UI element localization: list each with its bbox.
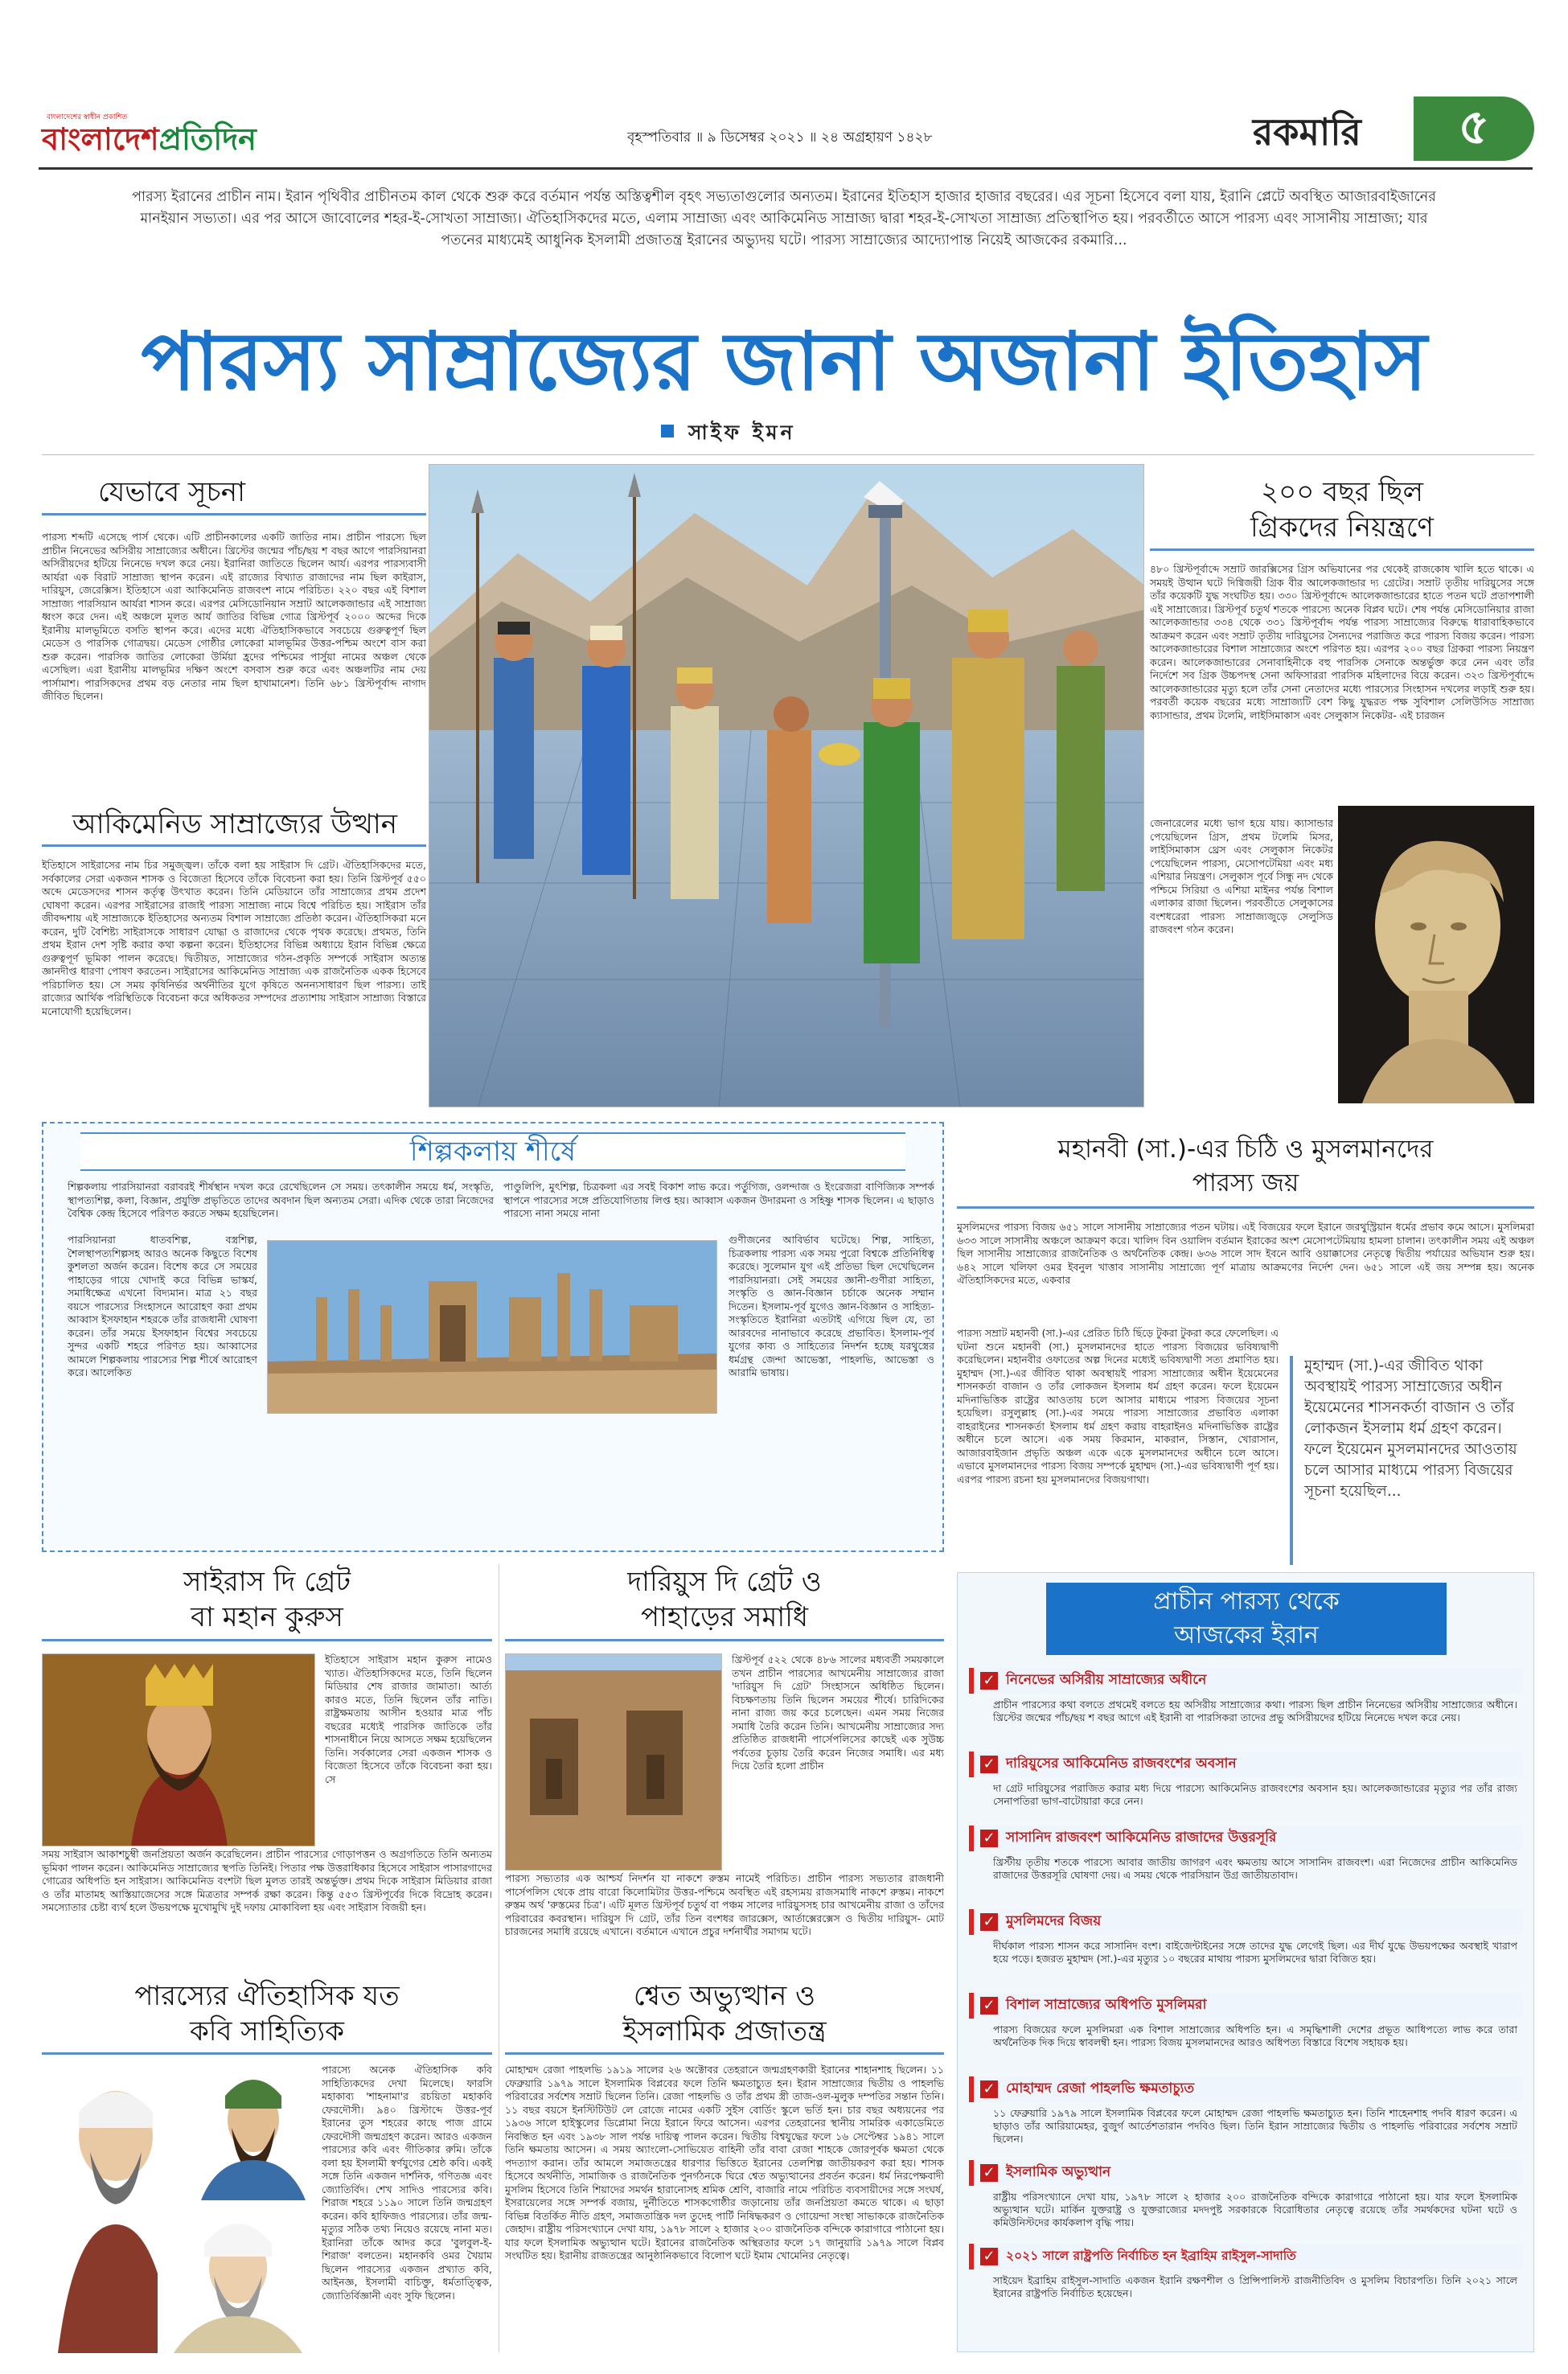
text-greek-top: ৪৮০ খ্রিস্টপূর্বাব্দে সম্রাট জারক্সিসের গ্রিস অভিযানের পর থেকেই রাজকোষ খালি হতে থাকে। এ সময়ই উত্থান ঘটে দিগ্বিজয়ী গ্রিক বীর আলেকজান্ডার দ্য গ্রেটের। সম্রাট তৃতীয় দারিয়ুসের সঙ্গে তাঁর কয়েকটি যুদ্ধ সংঘটিত হয়। ৩৩০ খ্রিস্টপূর্বাব্দে আলেকজান্ডারের হাতে পতন ঘটে প্রতাপশালী এই সাম্রাজ্যের। খ্রিস্টপূর্ব চতুর্থ শতকে পারস্যে অনেক বিপ্লব ঘটে। শেষ পর্যন্ত মেসিডোনিয়ার রাজা আলেকজান্ডার ৩৩৪ থেকে ৩৩১ খ্রিস্টপূর্বাব্দ পর্যন্ত পারস্য সাম্রাজ্যের বিরুদ্ধে ধারাবাহিকভাবে আক্রমণ করেন এবং সম্রাট তৃতীয় দারিয়ুসের সৈন্যদের পরাজিত করে পারস্য বিজয় করেন। পারস্য আলেকজান্ডারের বিশাল সাম্রাজ্যের অংশে পরিণত হয়। এরপর ২০০ বছর গ্রিকরা পারস্য নিয়ন্ত্রণ করেন। আলেকজান্ডারের সেনাবাহিনীকে বহু পারসিক সেনাকে অন্তর্ভুক্ত করে নেন এবং তাঁর নির্দেশে সব গ্রিক উচ্চপদস্থ সেনা অফিসাররা পারসিক মহিলাদের বিয়ে করেন। ৩২৩ খ্রিস্টপূর্বাব্দে আলেকজান্ডারের মৃত্যু হলে তাঁর সেনা নেতাদের মধ্যে পারস্যের সিংহাসন দখলের লড়াই শুরু হয়। পরবর্তী কয়েক বছরের মধ্যে সাম্রাজ্যটি বেশ কিছু যুদ্ধরত পক্ষ সুবিশাল সেলিউসিড সাম্রাজ্য ক্যাসান্ডার, প্রথম টলেমি, লাইসিমাকাস এবং সেলুকাস নিকেটর- এই চারজন [1150,563,1534,721]
masthead-logo [42,121,257,158]
timeline-item-head [969,2244,1522,2269]
text-darius-narrow: খ্রিস্টপূর্ব ৫২২ থেকে ৪৮৬ সালের মধ্যবর্তী সময়কালে তখন প্রাচীন পারস্যের আখমেনীয় সাম্রাজ্যের রাজা 'দারিয়ুস দি গ্রেট' সিংহাসনে অধিষ্ঠিত ছিলেন। বিচক্ষণতায় তিনি ছিলেন সময়ের শীর্ষে। চারিদিকের নানা রাজ্য জয় করে চলেছেন। এমন সময় নিজের সমাধি তৈরি করেন তিনি। আখমেনীয় সাম্রাজ্যের সদ্য প্রতিষ্ঠিত রাজধানী পার্সেপলিসের কাছেই এক সুউচ্চ পর্বতের চূড়ায় তৈরি করেন নিজের সমাধি। এর মধ্য দিয়ে তৈরি হলো প্রাচীন [732,1653,944,1772]
section-title-achaemenid: আকিমেনিড সাম্রাজ্যের উত্থান [72,808,398,840]
timeline-item [969,1668,1522,1744]
timeline-item [969,1752,1522,1817]
section-title-darius [505,1564,944,1635]
timeline-item-text: সাইয়েদ ইব্রাহিম রাইসুল-সাদাতি একজন ইরানি রক্ষণশীল ও প্রিন্সিপালিস্ট রাজনীতিবিদ ও মুসলিম বিচারপতি। তিনি ২০২১ সালে ইরানের রাষ্ট্রপতি নির্বাচিত হয়েছেন। [993,2274,1517,2299]
poets-portraits-2 [193,2064,314,2200]
rule-achaemenid [42,844,426,847]
poets-title-line-1: পারস্যের ঐতিহাসিক যত [134,1980,400,2012]
cyrus-title-line-2: বা মহান কুরুস [191,1601,343,1633]
prophet-title-line-2: পারস্য জয় [1192,1169,1299,1197]
timeline-item-title: নিনেভের অসিরীয় সাম্রাজ্যের অধীনে [1006,1672,1207,1688]
timeline-item-text: রাষ্ট্রীয় পরিসংখ্যানে দেখা যায়, ১৯৭৮ সালে ২ হাজার ২০০ রাজনৈতিক বন্দিকে কারাগারে পাঠানো হয়। যার ফলে ইসলামিক অভ্যুত্থান ঘটে। মার্কিন যুক্তরাষ্ট্র ও যুক্তরাজ্যের মদদপুষ্ট সরকারকে বিরোধিতার নেতৃত্বে রয়েছে তাঁর সমর্থকদের ঘটনা ঘটে ও কমিউনিস্টদের কার্যকলাপ বৃদ্ধি পায়। [993,2191,1517,2228]
text-poets: পারস্যে অনেক ঐতিহাসিক কবি সাহিত্যিকদের দেখা মিলেছে। ফারসি মহাকাব্য 'শাহনামা'র রচয়িতা মহাকবি ফেরদৌসী। ৯৪০ খ্রিস্টাব্দে উত্তর-পূর্ব ইরানের তুস শহরের কাছে পাজ গ্রামে ফেরদৌসী জন্মগ্রহণ করেন। আরও একজন পারস্যের কবি এবং গীতিকার রুমি। তাঁকে বলা হয় ইসলামী স্বর্ণযুগের শ্রেষ্ঠ কবি। একই সঙ্গে তিনি একজন দার্শনিক, গণিতজ্ঞ এবং জ্যোতির্বিদ। শেখ সাদিও পারস্যের কবি। শিরাজ শহরে ১১৯০ সালে তিনি জন্মগ্রহণ করেন। কবি হাফিজও পারস্যের। তাঁর জন্ম-মৃত্যুর সঠিক তথ্য নিয়েও রয়েছে নানা মত। ইরানিরা তাঁকে আদর করে 'বুলবুল-ই-শিরাজ' বলতেন। মহানকবি ওমর খৈয়াম ছিলেন পারস্যের একজন প্রখ্যাত কবি, আইনজ্ঞ, ইসলামী বাচিক্তু, ধর্মতাত্ত্বিক, জ্যোতির্বিজ্ঞানী এবং সুফি ছিলেন। [322,2064,492,2302]
text-prophet-narrow: পারস্য সম্রাট মহানবী (সা.)-এর প্রেরিত চিঠি ছিঁড়ে টুকরা টুকরা করে ফেলেছিল। এ ঘটনা শুনে মহানবী (সা.) মুসলমানদের হাতে পারস্য বিজয়ের ভবিষ্যদ্বাণী করেছিলেন। মহানবীর ওফাতের অল্প দিনের মধ্যেই ভবিষ্যদ্বাণী সত্য প্রমাণিত হয়। মুহাম্মদ (সা.)-এর জীবিত থাকা অবস্থায়ই পারস্য সাম্রাজ্যের অধীন ইয়েমেনের শাসনকর্তা বাজান ও তাঁর লোকজন ইসলাম ধর্ম গ্রহণ করেন। ফলে ইয়েমেন মদিনাভিত্তিক রাষ্ট্রের আওতায় চলে আসার মাধ্যমে পারস্য বিজয়ের সূচনা হয়েছিল। রসুলুল্লাহ (সা.)-এর সময়ে পারস্য সাম্রাজ্যের প্রভাবিত এলাকা বাহরাইনের শাসনকর্তা ইসলাম ধর্ম গ্রহণ করায় বাহরাইনও মদিনাভিত্তিক রাষ্ট্রের অধীনে চলে আসে। এক সময় কিরমান, মাকরান, সিস্তান, খোরাসান, আজারবাইজান প্রভৃতি অঞ্চল একে একে মুসলমানদের অধীনে চলে আসে। এভাবে মুসলমানদের পারস্য বিজয় সম্পর্কে মুহাম্মদ (সা.)-এর ভবিষ্যদ্বাণী পূর্ণ হয়। এরপর পারস্য রচনা হয় মুসলমানদের বিজয়গাথা। [957,1327,1279,1485]
masthead-tagline: বাংলাদেশের স্বাধীন প্রকাশিত [47,113,128,121]
check-icon: ✓ [980,1830,998,1847]
section-name: রকমারি [1253,110,1361,154]
text-art-col2-top: পাণ্ডুলিপি, মুৎশিল্প, চিত্রকলা এর সবই বিকাশ লাভ করে। পর্তুগিজ, ওলন্দাজ ও ইংরেজরা বাণিজ্যিক সম্পর্ক স্থাপনে পারস্যের সঙ্গে প্রতিযোগিতায় লিপ্ত হয়। আব্বাস একজন উদারমনা ও সহিষ্ণু শাসক ছিলেন। এ ছাড়াও পারস্যে নানা সময়ে নানা [503,1181,934,1219]
check-icon: ✓ [980,2164,998,2182]
check-icon: ✓ [980,1756,998,1773]
byline-icon [661,425,674,437]
timeline-item [969,2076,1522,2152]
rule-poets [42,2052,492,2055]
timeline-item-head [969,2160,1522,2186]
check-icon: ✓ [980,1997,998,2015]
timeline-item-title: সাসানিদ রাজবংশ আকিমেনিড রাজাদের উত্তরসূরি [1006,1830,1277,1846]
revolution-title-line-1: শ্বেত অভ্যুত্থান ও [633,1980,816,2012]
darius-title-line-1: দারিয়ুস দি গ্রেট ও [627,1566,822,1598]
section-title-prophet [957,1132,1534,1200]
text-art-col1-narrow: পারসিয়ানরা ধাতবশিল্প, বস্ত্রশিল্প, শৈলস্থাপত্যশিল্পসহ আরও অনেক কিছুতে বিশেষ কুশলতা অর্জন করেন। বিশেষ করে সে সময়ের পাহাড়ের গায়ে খোদাই করে বিভিন্ন ভাস্কর্য, সমাধিক্ষেত্র এখনো বিদ্যমান। মাত্র ২১ বছর বয়সে পারস্যের সিংহাসনে আরোহণ করা প্রথম আব্বাস ইসফাহান শহরকে তাঁর রাজধানী ঘোষণা করেন। তাঁর সময়ে ইসফাহান বিশ্বের সবচেয়ে সুন্দর একটি শহরে পরিণত হয়। আব্বাসের আমলে শিল্পকলায় পারস্যের শিল্প শীর্ষে আরোহণ করে। আলেকিত [68,1234,257,1378]
timeline-item-text: দা গ্রেট দারিয়ুসের পরাজিত করার মধ্য দিয়ে পারস্যে আকিমেনিড রাজবংশের অবসান হয়। আলেকজান্ডারের মৃত্যুর পর তাঁর রাজ্য সেনাপতিরা ভাগ-বাটোয়ারা করে নেন। [993,1782,1517,1807]
prophet-title-line-1: মহানবী (সা.)-এর চিঠি ও মুসলমানদের [1057,1135,1434,1164]
text-greek-narrow: জেনারেলের মধ্যে ভাগ হয়ে যায়। ক্যাসান্ডার পেয়েছিলেন গ্রিস, প্রথম টলেমি মিসর, লাইসিমাকাস থ্রেস এবং সেলুকাস নিকেটর পেয়েছিলেন পারস্য, মেসোপটেমিয়া এবং মধ্য এশিয়ার নিয়ন্ত্রণ। সেলুকাস পূর্বে সিন্ধু নদ থেকে পশ্চিমে সিরিয়া ও এশিয়া মাইনর পর্যন্ত বিশাল এলাকার রাজা ছিলেন। পরবর্তীতে সেলুকাসের বংশধরেরা পারস্য সাম্রাজ্যজুড়ে সেলুসিড রাজবংশ গঠন করেন। [1150,817,1333,935]
poets-svg-3 [158,2204,318,2353]
text-cyrus-full: সময় সাইরাস আকাশচুম্বী জনপ্রিয়তা অর্জন করেছিলেন। প্রাচীন পারস্যের গোড়াপত্তন ও অগ্রগতিতে তিনি অন্যতম ভূমিকা পালন করেন। আকিমেনিড সাম্রাজ্যের স্থপতি তিনিই। পিতার পক্ষ উত্তরাধিকার হিসেবে সাইরাস পাসারগাদের গোত্রের অধিপতি হন সাইরাস। আকিমেনিড বংশটা ছিল মুলত তারই অন্তর্ভুক্ত। প্রথম দিকে সাইরাস মিডিয়ার রাজা ও তাঁর মাতামহ আস্তিয়াজেসের সঙ্গে মিত্রতার সম্পর্ক রক্ষা করেন। কিন্তু ৫৫৩ খ্রিস্টপূর্বের দিকে বিদ্রোহ করেন। সমস্যোতার চেষ্টা ব্যর্থ হলে উভয়পক্ষে মুখোমুখি দুই দফায় মোকাবিলা হয় এবং সাইরাস বিজয়ী হন। [42,1848,492,1913]
greek-title-line-1: ২০০ বছর ছিল [1261,476,1423,508]
timeline-item-head [969,1752,1522,1777]
section-title-art: শিল্পকলায় শীর্ষে [409,1136,577,1168]
naqsh-e-rostam-photo [505,1653,722,1871]
timeline-item-head [969,2076,1522,2102]
timeline-title-line-2: আজকের ইরান [1174,1621,1319,1649]
timeline-title [1046,1583,1447,1655]
rule-beginning [42,513,426,515]
rule-prophet [957,1206,1534,1209]
alexander-bust-photo [1338,806,1534,1103]
timeline-item-title: মোহাম্মদ রেজা পাহলভি ক্ষমতাচ্যুত [1006,2080,1195,2097]
timeline-item-title: ইসলামিক অভ্যুত্থান [1006,2164,1111,2180]
rule-greek [1150,548,1534,551]
bust-svg [1338,806,1534,1103]
check-icon: ✓ [980,1672,998,1690]
rule-revolution [505,2052,944,2055]
pull-quote-text: মুহাম্মদ (সা.)-এর জীবিত থাকা অবস্থায়ই পারস্য সাম্রাজ্যের অধীন ইয়েমেনের শাসনকর্তা বাজান ও তাঁর লোকজন ইসলাম ধর্ম গ্রহণ করেন। ফলে ইয়েমেন মুসলমানদের আওতায় চলে আসার মাধ্যমে পারস্য বিজয়ের সূচনা হয়েছিল... [1304,1357,1517,1500]
header-rule [39,167,1533,170]
timeline-item-title: দারিয়ুসের আকিমেনিড রাজবংশের অবসান [1006,1756,1237,1772]
byline-rule [42,454,1534,455]
timeline-item-head [969,1668,1522,1694]
persepolis-ruins-photo [267,1240,717,1414]
timeline-item-text: ১১ ফেব্রুয়ারি ১৯৭৯ সালে ইসলামিক বিপ্লবের ফলে মোহাম্মদ রেজা পাহলভি ক্ষমতাচ্যুত হন। তিনি শাহেনশাহ পদবি ধারণ করেন। এ ছাড়াও তাঁর আরিয়ামেহর, বুজুর্গ আর্তেশতারান পদবিও ছিল। তিনি ইরান সাম্রাজ্যের দ্বিতীয় ও পাহলভি পরিবারের সর্বশেষ সম্রাট ছিলেন। [993,2107,1517,2145]
page-number: ৫ [1458,99,1490,155]
section-title-cyrus [42,1564,492,1635]
headline: পারস্য সাম্রাজ্যের জানা অজানা ইতিহাস [141,314,1427,409]
timeline-item-title: বিশাল সাম্রাজ্যের অধিপতি মুসলিমরা [1006,1997,1207,2013]
check-icon: ✓ [980,2248,998,2265]
text-art-col1-top: শিল্পকলায় পারসিয়ানরা বরাবরই শীর্ষস্থান দখল করে রেখেছিলেন সে সময়। তৎকালীন সময়ে ধর্ম, সংস্কৃতি, স্থাপত্যশিল্প, কলা, বিজ্ঞান, প্রযুক্তি প্রভৃতিতে তাদের অবদান ছিল অন্যতম সেরা। এদিক থেকে তারা নিজেদের বৈশ্বিক কেন্দ্র হিসেবে পরিণত করতে সক্ষম হয়েছিলেন। [68,1181,494,1219]
greek-title-line-2: গ্রিকদের নিয়ন্ত্রণে [1250,511,1434,544]
text-white-revolution: মোহাম্মদ রেজা পাহলভি ১৯১৯ সালের ২৬ অক্টোবর তেহরানে জন্মগ্রহণকারী ইরানের শাহানশাহ ছিলেন। ১১ ফেব্রুয়ারি ১৯৭৯ সালে ইসলামিক বিপ্লবের ফলে তিনি ক্ষমতাচ্যুত হন। ইরান সাম্রাজ্যের দ্বিতীয় ও পাহলভি পরিবারের সর্বশেষ সম্রাট ছিলেন তিনি। রেজা পাহলভি ও তাঁর প্রথম স্ত্রী তাজ-ওল-মুলুক দম্পতির সন্তান তিনি। ১১ বছর বয়সে ইনস্টিটিউট লে রোজে নামের একটি সুইস বোর্ডিং স্কুলে ভর্তি হন। চার বছর অধ্যয়নের পর ১৯৩৬ সালে হাইস্কুলের ডিপ্লোমা নিয়ে ইরানে ফিরে আসেন। এরপর তেহরানের স্থানীয় সামরিক একাডেমিতে নিবন্ধিত হন এবং ১৯৩৮ সাল পর্যন্ত দায়িত্ব পালন করেন। দ্বিতীয় বিশ্বযুদ্ধের ফলে ১৬ সেপ্টেম্বর ১৯৪১ সালে তিনি ক্ষমতায় আসেন। এ সময় অ্যাংলো-সোভিয়েত বাহিনী তাঁর বাবা রেজা শাহকে জোরপূর্বক ক্ষমতা থেকে পদত্যাগ করান। তাঁর আমলে সমাজতন্ত্রের ধারণার ভিত্তিতে ইরানের তেলশিল্প জাতীয়করণ করা হয়। শাসক হিসেবে অর্থনীতি, সামাজিক ও রাজনৈতিক পুনর্গঠনকে ঘিরে শ্বেত অভ্যুত্থানের প্রবর্তন করেন। ধর্ম নিরপেক্ষবাদী মুসলিম হিসেবে তিনি শিয়াদের সমর্থন হারানোসহ শ্রমিক শ্রেণি, বাজারি নামে পরিচিত ব্যবসায়ীদের সঙ্গে সংঘর্ষ, ইসরায়েলের সঙ্গে সম্পর্ক বজায়, দুর্নীতিতে শাসকগোষ্ঠীর জড়ানোয় তাঁর জনপ্রিয়তা কমতে থাকে। এ ছাড়া বিভিন্ন বিতর্কিত নীতি গ্রহণ, সমাজতান্ত্রিক দল তুদেহ পার্টি নিষিদ্ধকরণ ও গোয়েন্দা সংস্থা সাভাককে রাজনৈতিক জেহাদ। রাষ্ট্রীয় পরিসংখ্যানে দেখা যায়, ১৯৭৮ সালে ২ হাজার ২০০ রাজনৈতিক বন্দিকে কারাগারে পাঠানো হয়। যার ফলে ইসলামিক অভ্যুত্থান ঘটে। ইরানের রাজনৈতিক অস্থিরতার ফলে ১৭ জানুয়ারি ১৯৭৯ সালে বিপ্লব সংঘটিত হয়। ইরানীয় রাজতন্ত্রের আনুষ্ঠানিকভাবে বিলোপ ঘটে ইমাম খোমেনির নেতৃত্বে। [505,2064,944,2261]
cyrus-svg [43,1654,315,1846]
section-title-white-revolution [505,1978,944,2049]
timeline-item-title: মুসলিমদের বিজয় [1006,1913,1102,1929]
rule-darius [505,1639,944,1641]
section-title-beginning: যেভাবে সূচনা [98,476,245,508]
timeline-item [969,1826,1522,1901]
cyrus-portrait [42,1653,315,1846]
timeline-item-title: ২০২১ সালে রাষ্ট্রপতি নির্বাচিত হন ইব্রাহিম রাইসুল-সাদাতি [1006,2249,1296,2263]
poets-portraits-3 [158,2204,318,2353]
timeline-title-line-1: প্রাচীন পারস্য থেকে [1153,1587,1340,1616]
persepolis-svg [268,1241,717,1414]
revolution-title-line-2: ইসলামিক প্রজাতন্ত্র [622,2015,827,2047]
intro-text: পারস্য ইরানের প্রাচীন নাম। ইরান পৃথিবীর প্রাচীনতম কাল থেকে শুরু করে বর্তমান পর্যন্ত অস্তিত্বশীল বৃহৎ সভ্যতাগুলোর অন্যতম। ইরানের ইতিহাস হাজার হাজার বছরের। এর সূচনা হিসেবে বলা যায়, ইরানি প্লেটে অবস্থিত আজারবাইজানের মানইয়ান সভ্যতা। এর পর আসে জাবোলের শহর-ই-সোখতা সাম্রাজ্য। ঐতিহাসিকদের মতে, এলাম সাম্রাজ্য এবং আকিমেনিড সাম্রাজ্য দ্বারা শহর-ই-সোখতা সাম্রাজ্য প্রতিস্থাপিত হয়। পরবর্তীতে আসে পারস্য এবং সাসানীয় সাম্রাজ্য; যার পতনের মাধ্যমেই আধুনিক ইসলামী প্রজাতন্ত্র ইরানের অভ্যুদয় ঘটে। পারস্য সাম্রাজ্যের আদ্যোপান্ত নিয়েই আজকের রকমারি... [132,189,1436,248]
timeline-item-text: প্রাচীন পারস্যের কথা বলতে প্রথমেই বলতে হয় অসিরীয় সাম্রাজ্যের কথা। পারস্য ছিল প্রাচীন নিনেভের অসিরীয় সাম্রাজ্যের অধীনে। খ্রিস্টের জন্মের পাঁচ/ছয় শ বছর আগে এই ইরানী বা পারসিকরা তাদের প্রভু অসিরীয়দের হটিয়ে নিনেভে দখল করে নেয়। [993,1698,1517,1723]
timeline-item-text: খ্রিস্টীয় তৃতীয় শতকে পারস্যে আবার জাতীয় জাগরণ এবং ক্ষমতায় আসে সাসানিদ রাজবংশ। এরা নিজেদের প্রাচীন আকিমেনিড রাজাদের উত্তরসূরি ঘোষণা দেয়। এ সময় থেকে পারসিয়ান উগ্র জাতীয়তাবাদ। [993,1856,1517,1881]
timeline-item [969,1993,1522,2068]
cyrus-title-line-1: সাইরাস দি গ্রেট [183,1566,351,1598]
timeline-item-head [969,1909,1522,1935]
dateline: বৃহস্পতিবার ॥ ৯ ডিসেম্বর ২০২১ ॥ ২৪ অগ্রহায়ণ ১৪২৮ [627,129,933,146]
timeline-item-text: পারস্য বিজয়ের ফলে মুসলিমরা এক বিশাল সাম্রাজ্যের অধিপতি হন। এ সমৃদ্ধিশালী দেশের প্রভূত আধিপত্যে লাভ করে তারা অর্থনৈতিক দিক দিয়ে স্বাবলম্বী হন। পারস্য বিজয় মুসলমানদের আরও অধিপত্য বিস্তারে বিশেষ সহায়ক হয়। [993,2023,1517,2048]
text-darius-full: পারস্য সভ্যতার এক আশ্চর্য নিদর্শন যা নাকশে রুস্তম নামেই পরিচিত। প্রাচীন পারস্য সভ্যতার রাজধানী পার্সেপলিস থেকে প্রায় বারো কিলোমিটার উত্তর-পশ্চিমে অবস্থিত এই রহস্যময় রাজসমাধি নাকশে রুস্তম। নাকশে রুস্তম অর্থ 'রুস্তমের চিত্র'। এটি মূলত খ্রিস্টপূর্ব চতুর্থ বা পঞ্চম সালের দারিয়ুসসহ চার আখমেনীয় রাজা ও তাঁদের পরিবারের কবরস্থান। দারিয়ুস দি গ্রেট, তাঁর তিন বংশধর জারক্সেস, আর্তাক্সেরক্সেস ও দ্বিতীয় দারিয়ুস- মোট চারজনের সমাধি রয়েছে এখানে। বর্তমানে এখানে প্রচুর দর্শনার্থীর সমাগম ঘটে। [505,1872,944,1937]
darius-svg [506,1654,722,1871]
timeline-box [957,1572,1534,2352]
timeline-item [969,1909,1522,1985]
poets-svg-2 [193,2064,314,2200]
rule-cyrus [42,1639,492,1641]
section-title-greek-rule [1150,474,1534,545]
prophet-pull-quote [1290,1356,1534,1565]
timeline-item-head [969,1993,1522,2019]
persian-court-illustration [429,464,1144,1107]
check-icon: ✓ [980,1913,998,1931]
text-beginning: পারস্য শব্দটি এসেছে পার্স থেকে। এটি প্রাচীনকালের একটি জাতির নাম। প্রাচীন পারস্যে ছিল প্রাচীন নিনেভের অসিরীয় সাম্রাজ্যের অধীনে। খ্রিস্টের জন্মের পাঁচ/ছয় শ বছর আগে পারসিয়ানরা অসিরীয়দের হটিয়ে নিনেভে দখল করে নেয়। ইরানিরা জাতিতে ছিলেন আর্য। এরপর পারস্যবাসী আর্যরা এক বিরাট সাম্রাজ্য স্থাপন করেন। এই রাজ্যের বিখ্যাত রাজাদের নাম ছিল কাইরাস, দারিয়ুস, জেরেক্সিস। ইতিহাসে এরা আকিমেনিড রাজবংশ নামে পরিচিত। ২২০ বছর এই বিশাল সাম্রাজ্য পারসিয়ান আর্যরা শাসন করে। এরপর মেসিডোনিয়ান সম্রাট আলেকজান্ডার এই সাম্রাজ্য ধ্বংস করে দেন। এই অঞ্চলে মূলত আর্য জাতির বিভিন্ন গোত্র খ্রিস্টপূর্ব ২০০০ অব্দের দিকে ইরানীয় মালভূমিতে বসতি স্থাপন করে। এদের মধ্যে ঐতিহাসিকভাবে সবচেয়ে গুরুত্বপূর্ণ ছিল মেডেস ও পারসিক গোত্রদ্বয়। মেডেস গোষ্ঠীর লোকেরা মালভূমির উত্তর-পশ্চিম অংশে বাস করা শুরু করেন। পারসিক জাতির লোকেরা উর্মিয়া হ্রদের পশ্চিমের পার্সুয়া নামের অঞ্চল থেকে এসেছিল। এরা ইরানীয় মালভূমির দক্ষিণ অংশে বসবাস শুরু করে এবং অঞ্চলটির নাম দেয় পার্সামাশ। পারসিকদের প্রথম বড় নেতার নাম ছিল হাখামানেশ। তিনি ৬৮১ খ্রিস্টপূর্বাব্দ নাগাদ জীবিত ছিলেন। [42,531,426,702]
text-cyrus-narrow: ইতিহাসে সাইরাস মহান কুরুস নামেও খ্যাত। ঐতিহাসিকদের মতে, তিনি ছিলেন মিডিয়ার শেষ রাজার জামাতা। আর্ত্য কারও মতে, তিনি ছিলেন তাঁর নাতি। রাষ্ট্রক্ষমতায় আসীন হওয়ার মাত্র পাঁচ বছরের মধ্যেই পারসিক জাতিকে তাঁর শাসনাধীনে নিয়ে আসতে সক্ষম হয়েছিলেন তিনি। সর্বকালের সেরা একজন শাসক ও বিজেতা হিসেবে তাঁকে বিবেচনা করা হয়। সে [325,1653,492,1785]
logo-part-2: প্রতিদিন [158,121,257,157]
text-prophet-top: মুসলিমদের পারস্য বিজয় ৬৫১ সালে সাসানীয় সাম্রাজ্যের পতন ঘটায়। এই বিজয়ের ফলে ইরানে জরথুস্ট্রিয়ান ধর্মের প্রভাব কমে আসে। মুসলিমরা ৬৩৩ সালে সাসানীয় অঞ্চলে আক্রমণ করে। খালিদ বিন ওয়ালিদ বর্তমান ইরাকের অংশ মেসোপটেমিয়ায় হামলা চালান। তৎকালীন সময় এই অঞ্চল ছিল সাসানীয় সাম্রাজ্যের রাজনৈতিক ও অর্থনৈতিক কেন্দ্র। ৬৩৬ সালে সাদ ইবনে আবি ওয়াক্কাসের নেতৃত্বে দ্বিতীয় পর্যায়ের অভিযান শুরু হয়। ৬৪২ সালে খলিফা ওমর ইবনুল খাত্তাব সাসানীয় সাম্রাজ্যে পূর্ণ মাত্রায় আক্রমণের নির্দেশ দেন। ৬৫১ সালে এই জয় সম্পন্ন হয়। অনেক ঐতিহাসিকদের মতে, একবার [957,1221,1534,1286]
poets-title-line-2: কবি সাহিত্যিক [189,2015,345,2047]
masthead [42,111,307,159]
timeline-item-head [969,1826,1522,1851]
timeline-item [969,2244,1522,2319]
logo-part-1: বাংলাদেশ [42,121,159,157]
darius-title-line-2: পাহাড়ের সমাধি [640,1601,809,1633]
section-title-poets [42,1978,492,2049]
illustration-svg [429,465,1144,1107]
text-achaemenid: ইতিহাসে সাইরাসের নাম চির সমুজ্জ্বল। তাঁকে বলা হয় সাইরাস দি গ্রেট। ঐতিহাসিকদের মতে, সর্বকালের সেরা একজন শাসক ও বিজেতা হিসেবে তাঁকে বিবেচনা করা হয়। তিনি খ্রিস্টপূর্ব ৫৫০ অব্দে মেডেসদের শাসন কর্তৃত্ব উৎখাত করেন। তিনি মেডিয়ানে তাঁর সাম্রাজ্যের প্রথম প্রদেশ ঘোষণা করেন। এরপর সাইরাসের রাজাই পারস্য সাম্রাজ্য নামে বিশ্বে পরিচিত হয়। সাইরাস তাঁর জীবদ্দশায় এই সাম্রাজ্যকে ইতিহাসের অন্যতম বিশাল সাম্রাজ্যে প্রতিষ্ঠা করেন। ঐতিহাসিকরা মনে করেন, দুটি বৈশিষ্ট্য সাইরাসকে সাধারণ যোদ্ধা ও রাজাদের থেকে পৃথক করেছে। প্রথমত, তিনি প্রথম ইরান দেশ সৃষ্টি করার কথা কল্পনা করেন। ইতিহাসের বিভিন্ন অধ্যায়ে ইরান বিভিন্ন ক্ষেত্রে গুরুত্বপূর্ণ ভূমিকা পালন করেছে। দ্বিতীয়ত, সাম্রাজ্যের গঠন-প্রকৃতি সম্পর্কে সাইরাস অত্যন্ত জ্ঞানদীপ্ত ধারণা পোষণ করতেন। সাইরাসের আকিমেনিড সাম্রাজ্য এক রাজনৈতিক একক হিসেবে পরিচালিত হয়। সে সময় কৃষিনির্ভর অর্থনীতির যুগে কৃষিতে অনন্যসাধারণ ছিল পারস্য। তাই রাজ্যের আর্থিক পরিস্থিতিকে বিবেচনা করে অধিকতর সম্পদের প্রত্যাশায় সাইরাস সাম্রাজ্য বিস্তারে মনোযোগী হয়েছিলেন। [42,859,426,1017]
check-icon: ✓ [980,2080,998,2098]
timeline-item [969,2160,1522,2236]
text-art-col2-narrow: গুণীজনের আবির্ভাব ঘটেছে। শিল্প, সাহিত্য, চিত্রকলায় পারস্য এক সময় পুরো বিশ্বকে প্রতিনিধিত্ব করেছে। সুলেমান যুগ এই প্রতিভা ছিল দেখেছিলেন পারসিয়ানরা। সেই সময়ের জ্ঞানী-গুণীরা সাহিত্য, সংস্কৃতি ও জ্ঞান-বিজ্ঞান চর্চাকে অনেক সম্মান দিতেন। ইসলাম-পূর্ব যুগেও জ্ঞান-বিজ্ঞান ও সাহিত্য-সংস্কৃতিতে ইরানিরা এতটাই এগিয়ে ছিল যে, তা আরবদের নানাভাবে করেছে প্রভাবিত। ইসলাম-পূর্ব যুগের কাব্য ও সাহিত্যের নিদর্শন হচ্ছে যরথুস্ত্রের ধর্মগ্রন্থ জেন্দা আভেস্তা, পাহলভি, আভেস্তা ও আরামি ভাষায়। [729,1234,934,1378]
timeline-item-text: দীর্ঘকাল পারস্য শাসন করে সাসানিদ বংশ। বাইজেন্টাইনের সঙ্গে তাদের যুদ্ধ লেগেই ছিল। এর দীর্ঘ যুদ্ধে উভয়পক্ষের অবস্থাই খারাপ হয়ে পড়ে। হজরত মুহাম্মদ (সা.)-এর মৃত্যুর ১০ বছরের মাথায় পারস্য মুসলিমদের দ্বারা বিজিত হয়। [993,1940,1517,1965]
byline: সাইফ ইমন [688,421,796,444]
